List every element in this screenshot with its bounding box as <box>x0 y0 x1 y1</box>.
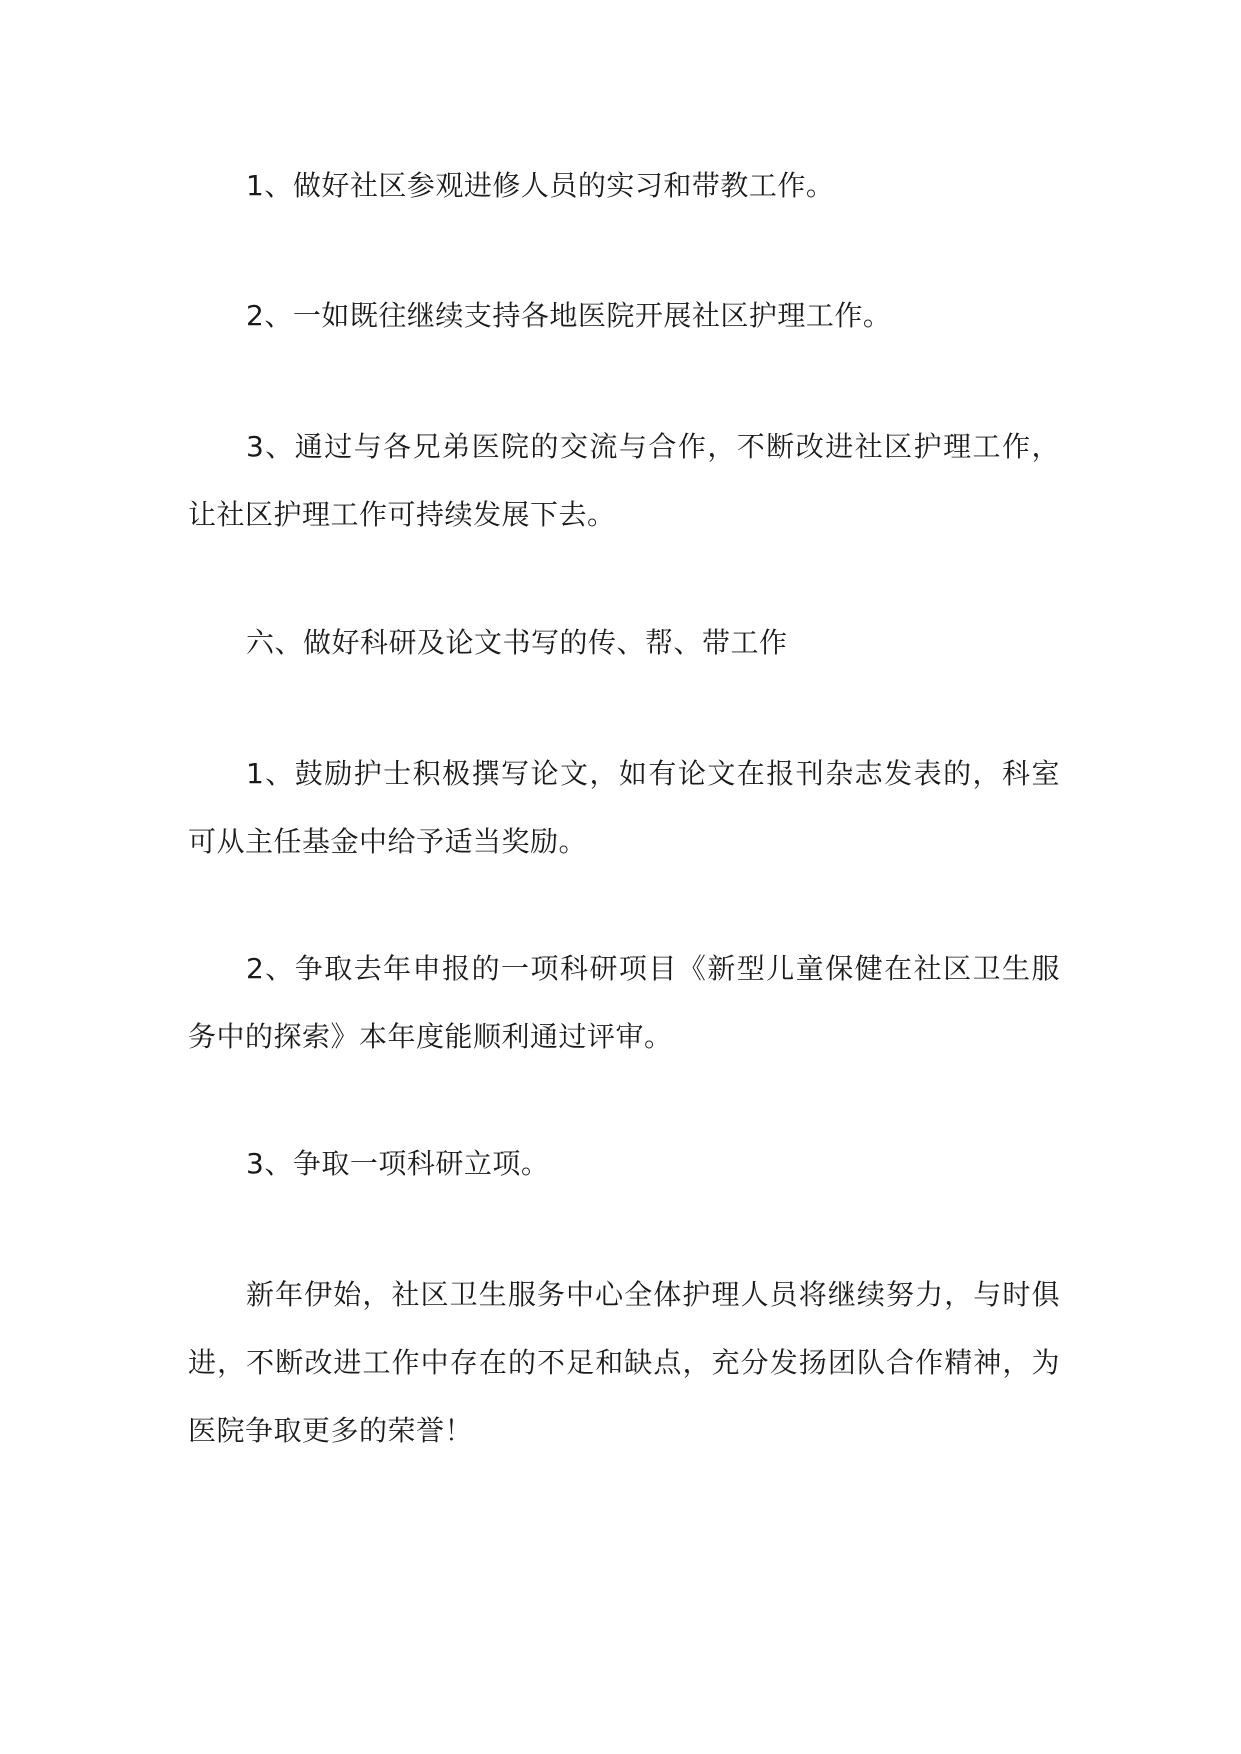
section-heading-research: 六、做好科研及论文书写的传、帮、带工作 <box>246 626 788 659</box>
paragraph-cooperation: 3、通过与各兄弟医院的交流与合作，不断改进社区护理工作，让社区护理工作可持续发展下去。 <box>188 430 1060 531</box>
paragraph-community-training: 1、做好社区参观进修人员的实习和带教工作。 <box>246 169 835 202</box>
paragraph-paper-writing: 1、鼓励护士积极撰写论文，如有论文在报刊杂志发表的，科室可从主任基金中给予适当奖励。 <box>188 757 1060 858</box>
paragraph-hospital-support: 2、一如既往继续支持各地医院开展社区护理工作。 <box>246 299 892 332</box>
paragraph-research-approval: 3、争取一项科研立项。 <box>246 1147 550 1180</box>
paragraph-research-project: 2、争取去年申报的一项科研项目《新型儿童保健在社区卫生服务中的探索》本年度能顺利通过评审。 <box>188 952 1060 1053</box>
paragraph-conclusion: 新年伊始，社区卫生服务中心全体护理人员将继续努力，与时俱进，不断改进工作中存在的不足和缺点，充分发扬团队合作精神，为医院争取更多的荣誉！ <box>188 1278 1060 1447</box>
